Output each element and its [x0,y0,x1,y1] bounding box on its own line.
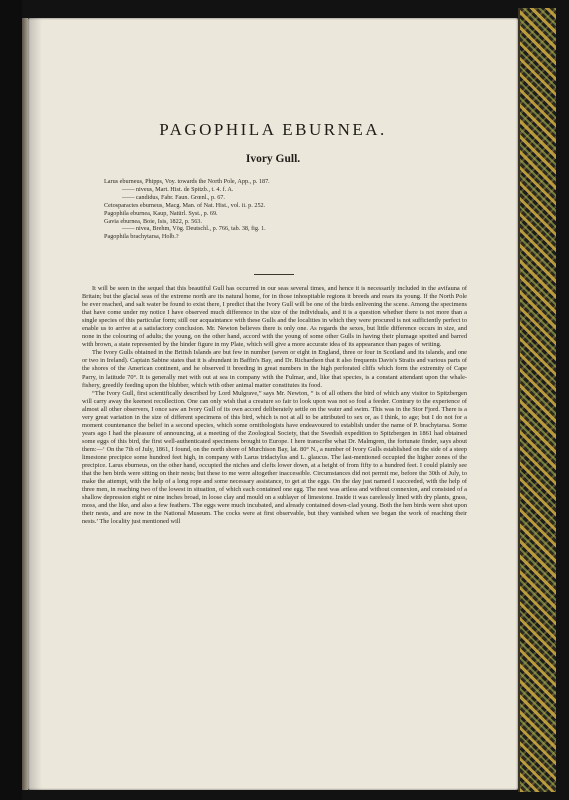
synonym-entry: Pagophila brachytarsa, Holb.? [104,233,179,241]
synonym-entry: Cetosparactes eburneus, Macg. Man. of Nat. Hist., vol. ii. p. 252. [104,201,266,209]
synonymy-list [104,178,484,241]
synonym-entry: —— niveus, Mart. Hist. de Spitzb., t. 4. f. A. [122,185,234,193]
page-title: PAGOPHILA EBURNEA. [159,120,387,139]
synonym-entry: —— nivea, Brehm, Vög. Deutschl., p. 766, tab. 38, fig. 1. [122,225,266,233]
body-text [82,285,467,526]
section-divider [254,274,294,275]
synonym-entry: Larus eburneus, Phipps, Voy. towards the North Pole, App., p. 187. [104,178,270,185]
synonym-entry: —— candidus, Fabr. Faun. Grœnl., p. 67. [122,193,225,201]
book-cover-left [0,0,22,800]
synonym-entry: Gavia eburnea, Boie, Isis, 1822, p. 563. [104,217,202,225]
paragraph: “The Ivory Gull, first scientifically described by Lord Mulgrave,” says Mr. Newton, “ is of all others the bird of which any visitor to Spitzbergen will carry away the keenest recollection. One can only wish that a creature so fair to look upon was not so foul a feeder. Contrary to the experience of almost all other observers, I once saw an Ivory Gull of its own accord deliberately settle on the water and swim. This was in the Stor Fjord. There is a very great variation in the size of different specimens of this bird, which is not at all to be attributed to sex or, as I think, to age; but I do not for a moment countenance the belief in a second species, which some ornithologists have endeavoured to establish under the name of P. brachytarsa. Some years ago I had the pleasure of announcing, at a meeting of the Zoological Society, that the Swedish expedition to Spitzbergen in 1861 had obtained some eggs of this bird, the first well-authenticated specimens brought to Europe. I here transcribe what Dr. Malmgren, the fortunate finder, says about them:—‘ On the 7th of July, 1861, I found, on the north shore of Murchison Bay, lat. 80° N., a number of Ivory Gulls established on the side of a steep limestone precipice some hundred feet high, in company with Larus tridactylus and L. glaucus. The last-mentioned occupied the higher zones of the precipice. Larus eburneus, on the other hand, occupied the niches and clefts lower down, at a height of from fifty to a hundred feet. I could plainly see that the hen birds were sitting on their nests; but these to me were altogether inaccessible. Circumstances did not permit me, before the 30th of July, to make the attempt, with the help of a long rope and some necessary assistance, to get at the eggs. On the day just named I succeeded, with the help of three men, in reaching two of the lowest in situation, of which each contained one egg. The nest was artless and without connexion, and consisted of a shallow depression eight or nine inches broad, in loose clay and mould on a sublayer of limestone. Inside it was carelessly lined with dry plants, grass, moss, and the like, and also a few feathers. The eggs were much incubated, and already contained down-clad young. Both the hen birds were shot upon their nests, and are now in the National Museum. The cocks were at first observable, but they vanished when we began the work of reaching their nests.’ The locality just mentioned will [82,389,467,526]
paragraph: It will be seen in the sequel that this beautiful Gull has occurred in our seas several times, and hence it is necessarily included in the avifauna of Britain; but the glacial seas of the extreme north are its natural home, for in those inhospitable regions it breeds and rears its young. If the North Pole be ever reached, and salt water be found to exist there, I predict that the Ivory Gull will be one of the birds enlivening the scene. Among the specimens that have come under my notice I have observed much difference in the size of the individuals, and it is a question whether there is not more than a single species of this particular form; still our acquaintance with these Gulls and the localities in which they were procured is not sufficiently perfect to enable us to arrive at a satisfactory conclusion. Mr. Newton believes there is only one. As regards the sexes, but little difference occurs in size, and none in the colouring of adults; the young, on the other hand, accord with the young of some other Gulls in having their plumage spotted and barred with brown, a state represented by the hinder figure in my Plate, which will give a more accurate idea of its appearance than pages of writing. [82,285,467,349]
paragraph: The Ivory Gulls obtained in the British Islands are but few in number (seven or eight in England, three or four in Scotland and its islands, and one or two in Ireland). Captain Sabine states that it is abundant in Baffin's Bay, and Dr. Richardson that it also frequents Davis's Straits and various parts of the shores of the American continent, and he observed it breeding in great numbers in the high perforated cliffs which form the extremity of Cape Parry, in latitude 70°. It is generally met with out at sea in company with the Fulmar, and, like that species, is a constant attendant upon the whale-fishery, greedily feeding upon the blubber, which with other animal matter constitutes its food. [82,349,467,389]
synonym-entry: Pagophila eburnea, Kaup, Natürl. Syst., p. 69. [104,209,218,217]
book-page [28,18,518,790]
decorative-endpaper-border [518,8,556,792]
page-subtitle: Ivory Gull. [245,153,301,165]
